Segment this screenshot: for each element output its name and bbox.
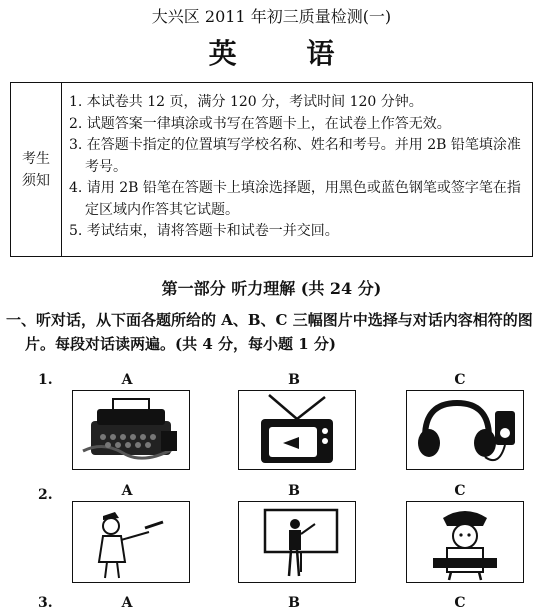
notice-list [69,92,529,243]
question-2-option-c: C [454,483,466,499]
question-2-picture-b [238,501,356,583]
police-officer-icon [407,502,523,582]
question-2-picture-c [406,501,524,583]
television-icon [239,391,355,469]
typewriter-icon [73,391,189,469]
question-1-option-c: C [454,372,466,388]
nurse-icon [73,502,189,582]
part-one-title: 第一部分 听力理解 (共 24 分) [161,279,382,298]
notice-label [11,83,62,256]
question-2-number: 2. [38,487,53,503]
question-1-picture-c [406,390,524,470]
notice-item: 1. 本试卷共 12 页，满分 120 分，考试时间 120 分钟。 [69,94,423,110]
notice-item: 3. 在答题卡指定的位置填写学校名称、姓名和考号。并用 2B 铅笔填涂准考号。 [69,137,521,175]
candidate-notice-box [10,82,533,257]
question-1-option-a: A [121,372,133,388]
question-1-picture-a [72,390,190,470]
instructions-line1: 一、听对话，从下面各题所给的 A、B、C 三幅图片中选择与对话内容相符的图 [6,311,533,329]
instructions-line2: 片。每段对话读两遍。(共 4 分，每小题 1 分) [25,335,336,353]
question-3-option-a: A [121,595,133,611]
headphones-player-icon [407,391,523,469]
notice-label-line2: 须知 [22,172,50,189]
section-one-instructions [6,308,536,356]
notice-item: 4. 请用 2B 铅笔在答题卡上填涂选择题，用黑色或蓝色钢笔或签字笔在指定区域内作答其它试题。 [69,180,521,218]
question-2-option-b: B [288,483,300,499]
question-2-picture-a [72,501,190,583]
question-3-number: 3. [38,595,53,611]
question-1-picture-b [238,390,356,470]
question-2-option-a: A [121,483,133,499]
exam-title: 大兴区 2011 年初三质量检测(一) [151,7,392,26]
notice-item: 5. 考试结束，请将答题卡和试卷一并交回。 [69,223,339,239]
teacher-blackboard-icon [239,502,355,582]
question-3-option-b: B [288,595,300,611]
notice-label-line1: 考生 [22,150,50,167]
question-1-number: 1. [38,372,53,388]
notice-item: 2. 试题答案一律填涂或书写在答题卡上，在试卷上作答无效。 [69,115,451,132]
question-3-option-c: C [454,595,466,611]
subject-title: 英 语 [208,37,365,70]
question-1-option-b: B [288,372,300,388]
